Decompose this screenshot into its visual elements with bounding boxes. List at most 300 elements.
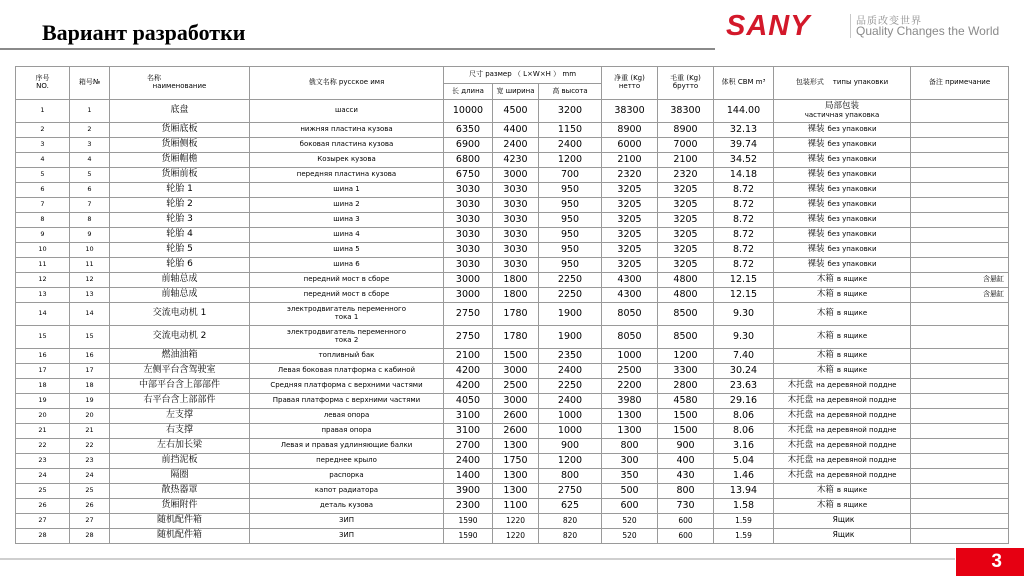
cell-gross: 1200 xyxy=(658,349,714,364)
cell-no: 25 xyxy=(16,484,70,499)
cell-packing xyxy=(774,364,911,379)
cell-width: 1800 xyxy=(493,273,539,288)
cell-width: 1780 xyxy=(493,326,539,349)
cell-no: 24 xyxy=(16,469,70,484)
cell-length: 4200 xyxy=(444,364,493,379)
cell-note xyxy=(911,529,1009,544)
cell-box-no: 15 xyxy=(70,326,110,349)
cell-cbm: 30.24 xyxy=(714,364,774,379)
cell-name-ru: передняя пластина кузова xyxy=(250,168,444,183)
cell-cbm: 8.72 xyxy=(714,258,774,273)
packing-ru: без упаковки xyxy=(827,125,877,134)
cell-width: 1220 xyxy=(493,529,539,544)
packing-cn: 裸装 xyxy=(807,124,825,135)
cell-width: 1300 xyxy=(493,484,539,499)
cell-box-no: 4 xyxy=(70,153,110,168)
cell-note xyxy=(911,514,1009,529)
cell-length: 3000 xyxy=(444,273,493,288)
cell-gross: 3205 xyxy=(658,183,714,198)
cell-gross: 3205 xyxy=(658,258,714,273)
cell-length: 3030 xyxy=(444,258,493,273)
cell-no: 16 xyxy=(16,349,70,364)
cell-no: 4 xyxy=(16,153,70,168)
cell-width: 2600 xyxy=(493,424,539,439)
cell-name-ru: левая опора xyxy=(250,409,444,424)
cell-name-ru: шина 4 xyxy=(250,228,444,243)
cell-net: 3205 xyxy=(602,183,658,198)
cell-name-cn: 货厢帽檐 xyxy=(110,153,250,168)
cell-note xyxy=(911,379,1009,394)
packing-ru: в ящике xyxy=(836,309,868,318)
packing-cn: 裸装 xyxy=(807,214,825,225)
cell-packing xyxy=(774,394,911,409)
packing-cn: 裸装 xyxy=(807,259,825,270)
cell-length: 2700 xyxy=(444,439,493,454)
cell-height: 1200 xyxy=(539,454,602,469)
cell-length: 3100 xyxy=(444,424,493,439)
cell-height: 1000 xyxy=(539,424,602,439)
cell-no: 10 xyxy=(16,243,70,258)
cell-name-cn: 货厢前板 xyxy=(110,168,250,183)
cell-cbm: 1.59 xyxy=(714,529,774,544)
cell-packing xyxy=(774,183,911,198)
cell-gross: 2100 xyxy=(658,153,714,168)
cell-packing xyxy=(774,138,911,153)
cell-gross: 8500 xyxy=(658,326,714,349)
cell-name-ru: Правая платформа с верхними частями xyxy=(250,394,444,409)
logo-separator xyxy=(850,14,851,38)
cell-packing xyxy=(774,499,911,514)
cell-no: 3 xyxy=(16,138,70,153)
cell-name-ru: шина 6 xyxy=(250,258,444,273)
table-row xyxy=(16,349,1009,364)
cell-height: 950 xyxy=(539,258,602,273)
cell-cbm: 3.16 xyxy=(714,439,774,454)
cell-box-no: 24 xyxy=(70,469,110,484)
cell-gross: 4800 xyxy=(658,273,714,288)
cell-cbm: 9.30 xyxy=(714,326,774,349)
cell-width: 2600 xyxy=(493,409,539,424)
cell-net: 1300 xyxy=(602,409,658,424)
cell-gross: 3205 xyxy=(658,198,714,213)
cell-name-ru: Левая и правая удлиняющие балки xyxy=(250,439,444,454)
table-row xyxy=(16,228,1009,243)
cell-name-ru: передний мост в сборе xyxy=(250,288,444,303)
cell-cbm: 8.72 xyxy=(714,183,774,198)
cell-net: 300 xyxy=(602,454,658,469)
cell-height: 950 xyxy=(539,213,602,228)
table-row xyxy=(16,288,1009,303)
packing-ru: без упаковки xyxy=(827,170,877,179)
cell-net: 4300 xyxy=(602,273,658,288)
packing-cn: 裸装 xyxy=(807,139,825,150)
cell-width: 1100 xyxy=(493,499,539,514)
cell-length: 6350 xyxy=(444,123,493,138)
cell-length: 10000 xyxy=(444,100,493,123)
cell-length: 3030 xyxy=(444,183,493,198)
cell-length: 3030 xyxy=(444,243,493,258)
cell-gross: 3205 xyxy=(658,243,714,258)
cell-packing xyxy=(774,213,911,228)
footer xyxy=(0,548,1024,576)
logo-slogan-en: Quality Changes the World xyxy=(856,24,1000,38)
cell-packing xyxy=(774,439,911,454)
cell-name-ru: топливный бак xyxy=(250,349,444,364)
cell-gross: 8900 xyxy=(658,123,714,138)
cell-net: 3205 xyxy=(602,228,658,243)
table-row xyxy=(16,409,1009,424)
table-row xyxy=(16,364,1009,379)
cell-height: 950 xyxy=(539,243,602,258)
cell-cbm: 8.72 xyxy=(714,198,774,213)
cell-width: 2500 xyxy=(493,379,539,394)
cell-name-ru: передний мост в сборе xyxy=(250,273,444,288)
cell-name-cn: 前挡泥板 xyxy=(110,454,250,469)
cell-note xyxy=(911,100,1009,123)
cell-box-no: 28 xyxy=(70,529,110,544)
cell-name-cn: 左右加长梁 xyxy=(110,439,250,454)
cell-net: 800 xyxy=(602,439,658,454)
packing-ru: на деревяной поддне xyxy=(816,381,897,390)
cell-name-cn: 货厢侧板 xyxy=(110,138,250,153)
cell-height: 2250 xyxy=(539,273,602,288)
cell-no: 7 xyxy=(16,198,70,213)
cell-width: 1500 xyxy=(493,349,539,364)
header-name: 名称 наименование xyxy=(110,67,250,100)
cell-name-cn: 轮胎 3 xyxy=(110,213,250,228)
cell-name-cn: 右支撑 xyxy=(110,424,250,439)
packing-ru: Ящик xyxy=(832,515,855,525)
cell-gross: 7000 xyxy=(658,138,714,153)
cell-name-cn: 前轴总成 xyxy=(110,273,250,288)
header-volume: 体积 CBM m³ xyxy=(714,67,774,100)
cell-no: 13 xyxy=(16,288,70,303)
header-length: 长 длина xyxy=(444,84,493,100)
table-row xyxy=(16,183,1009,198)
cell-name-ru: правая опора xyxy=(250,424,444,439)
cell-name-cn: 中部平台含上部部件 xyxy=(110,379,250,394)
cell-net: 2500 xyxy=(602,364,658,379)
cell-net: 3205 xyxy=(602,198,658,213)
cell-name-cn: 货厢附件 xyxy=(110,499,250,514)
cell-name-ru: ЗИП xyxy=(250,529,444,544)
page-title: Вариант разработки xyxy=(42,20,246,45)
header-box-no: 箱号№ xyxy=(70,67,110,100)
cell-note xyxy=(911,123,1009,138)
cell-note xyxy=(911,326,1009,349)
table-row xyxy=(16,243,1009,258)
cell-packing xyxy=(774,258,911,273)
packing-ru: в ящике xyxy=(836,351,868,360)
logo-brand: SANY xyxy=(726,10,811,42)
header-net: 净重 (Kg) нетто xyxy=(602,67,658,100)
cell-length: 4050 xyxy=(444,394,493,409)
cell-box-no: 16 xyxy=(70,349,110,364)
cell-width: 1300 xyxy=(493,469,539,484)
cell-note xyxy=(911,228,1009,243)
cell-width: 2400 xyxy=(493,138,539,153)
packing-ru: на деревяной поддне xyxy=(816,471,897,480)
table-row xyxy=(16,303,1009,326)
cell-name-cn: 轮胎 6 xyxy=(110,258,250,273)
cell-packing xyxy=(774,198,911,213)
cell-height: 625 xyxy=(539,499,602,514)
cell-width: 3000 xyxy=(493,364,539,379)
packing-cn: 木箱 xyxy=(816,331,834,342)
cell-note xyxy=(911,198,1009,213)
table-row xyxy=(16,499,1009,514)
cell-box-no: 9 xyxy=(70,228,110,243)
cell-box-no: 13 xyxy=(70,288,110,303)
cell-name-cn: 底盘 xyxy=(110,100,250,123)
cell-cbm: 9.30 xyxy=(714,303,774,326)
cell-net: 6000 xyxy=(602,138,658,153)
cell-gross: 3205 xyxy=(658,228,714,243)
cell-name-ru: шина 1 xyxy=(250,183,444,198)
cell-height: 700 xyxy=(539,168,602,183)
cell-cbm: 14.18 xyxy=(714,168,774,183)
packing-cn: 木箱 xyxy=(816,308,834,319)
cell-height: 1200 xyxy=(539,153,602,168)
packing-cn: 木托盘 xyxy=(787,470,814,481)
cell-width: 4500 xyxy=(493,100,539,123)
cell-height: 820 xyxy=(539,514,602,529)
cell-gross: 3205 xyxy=(658,213,714,228)
cell-height: 2750 xyxy=(539,484,602,499)
cell-no: 1 xyxy=(16,100,70,123)
cell-note xyxy=(911,258,1009,273)
packing-cn: 裸装 xyxy=(807,184,825,195)
header-size: 尺寸 размер （ L×W×H ） mm xyxy=(444,67,602,84)
cell-name-ru: шина 2 xyxy=(250,198,444,213)
packing-ru: в ящике xyxy=(836,501,868,510)
table-row xyxy=(16,138,1009,153)
cell-note: 含悬缸 xyxy=(911,288,1009,303)
cell-net: 520 xyxy=(602,529,658,544)
cell-box-no: 7 xyxy=(70,198,110,213)
cell-packing xyxy=(774,326,911,349)
header-note: 备注 примечание xyxy=(911,67,1009,100)
packing-cn: 木托盘 xyxy=(787,440,814,451)
cell-gross: 1500 xyxy=(658,409,714,424)
table-row xyxy=(16,153,1009,168)
cell-packing xyxy=(774,514,911,529)
cell-net: 2320 xyxy=(602,168,658,183)
table-row xyxy=(16,439,1009,454)
cell-length: 3030 xyxy=(444,228,493,243)
cell-note xyxy=(911,424,1009,439)
cell-net: 1300 xyxy=(602,424,658,439)
packing-cn: 木箱 xyxy=(816,350,834,361)
packing-cn: 木箱 xyxy=(816,485,834,496)
cell-box-no: 21 xyxy=(70,424,110,439)
table-row xyxy=(16,529,1009,544)
logo-slogan-cn: 品质改变世界 xyxy=(856,16,922,27)
cell-no: 17 xyxy=(16,364,70,379)
cell-box-no: 22 xyxy=(70,439,110,454)
cell-cbm: 8.72 xyxy=(714,213,774,228)
cell-cbm: 39.74 xyxy=(714,138,774,153)
cell-net: 8050 xyxy=(602,303,658,326)
cell-name-ru: шина 5 xyxy=(250,243,444,258)
cell-no: 6 xyxy=(16,183,70,198)
cell-name-cn: 燃油油箱 xyxy=(110,349,250,364)
cell-height: 1900 xyxy=(539,303,602,326)
cell-cbm: 13.94 xyxy=(714,484,774,499)
cell-packing xyxy=(774,168,911,183)
cell-box-no: 19 xyxy=(70,394,110,409)
cell-no: 27 xyxy=(16,514,70,529)
cell-height: 2250 xyxy=(539,288,602,303)
cell-length: 2300 xyxy=(444,499,493,514)
cell-name-cn: 轮胎 2 xyxy=(110,198,250,213)
packing-ru: на деревяной поддне xyxy=(816,396,897,405)
cell-net: 3980 xyxy=(602,394,658,409)
cell-length: 1590 xyxy=(444,529,493,544)
cell-packing xyxy=(774,454,911,469)
cell-length: 6900 xyxy=(444,138,493,153)
cell-cbm: 34.52 xyxy=(714,153,774,168)
cell-box-no: 25 xyxy=(70,484,110,499)
cell-packing xyxy=(774,243,911,258)
cell-cbm: 12.15 xyxy=(714,273,774,288)
sany-logo xyxy=(722,10,1012,44)
cell-gross: 900 xyxy=(658,439,714,454)
cell-height: 1900 xyxy=(539,326,602,349)
cell-no: 18 xyxy=(16,379,70,394)
packing-cn: 裸装 xyxy=(807,154,825,165)
cell-name-ru: Козырек кузова xyxy=(250,153,444,168)
cell-name-ru: шина 3 xyxy=(250,213,444,228)
cell-no: 20 xyxy=(16,409,70,424)
footer-rule xyxy=(0,558,955,560)
cell-gross: 600 xyxy=(658,529,714,544)
cell-net: 8900 xyxy=(602,123,658,138)
cell-net: 3205 xyxy=(602,258,658,273)
cell-width: 3030 xyxy=(493,198,539,213)
cell-packing xyxy=(774,100,911,123)
cell-length: 1400 xyxy=(444,469,493,484)
cell-box-no: 26 xyxy=(70,499,110,514)
packing-cn: 木托盘 xyxy=(787,380,814,391)
packing-ru: без упаковки xyxy=(827,230,877,239)
cell-gross: 430 xyxy=(658,469,714,484)
cell-cbm: 1.59 xyxy=(714,514,774,529)
title-rule xyxy=(0,48,715,50)
packing-ru: в ящике xyxy=(836,275,868,284)
cell-net: 3205 xyxy=(602,213,658,228)
packing-ru: на деревяной поддне xyxy=(816,456,897,465)
cell-name-ru: переднее крыло xyxy=(250,454,444,469)
packing-ru: частичная упаковка xyxy=(804,110,880,119)
cell-height: 950 xyxy=(539,198,602,213)
cell-note xyxy=(911,168,1009,183)
cell-width: 3030 xyxy=(493,258,539,273)
cell-net: 3205 xyxy=(602,243,658,258)
cell-packing xyxy=(774,349,911,364)
cell-height: 3200 xyxy=(539,100,602,123)
cell-net: 2100 xyxy=(602,153,658,168)
cell-name-cn: 轮胎 4 xyxy=(110,228,250,243)
packing-ru: на деревяной поддне xyxy=(816,441,897,450)
cell-box-no: 6 xyxy=(70,183,110,198)
cell-net: 500 xyxy=(602,484,658,499)
cell-note xyxy=(911,243,1009,258)
cell-packing xyxy=(774,379,911,394)
cell-cbm: 1.46 xyxy=(714,469,774,484)
cell-note xyxy=(911,394,1009,409)
cell-length: 3030 xyxy=(444,213,493,228)
cell-height: 1150 xyxy=(539,123,602,138)
header-no: 序号 NO. xyxy=(16,67,70,100)
cell-box-no: 3 xyxy=(70,138,110,153)
table-row xyxy=(16,273,1009,288)
cell-box-no: 18 xyxy=(70,379,110,394)
packing-ru: без упаковки xyxy=(827,140,877,149)
packing-cn: 裸装 xyxy=(807,169,825,180)
table-row xyxy=(16,469,1009,484)
cell-name-ru: деталь кузова xyxy=(250,499,444,514)
cell-height: 950 xyxy=(539,228,602,243)
cell-name-ru: электродвигатель переменного тока 1 xyxy=(250,303,444,326)
page-number-badge: 3 xyxy=(956,548,1024,576)
cell-length: 2400 xyxy=(444,454,493,469)
cell-length: 6750 xyxy=(444,168,493,183)
cell-note xyxy=(911,153,1009,168)
packing-cn: 木箱 xyxy=(816,289,834,300)
packing-ru: в ящике xyxy=(836,332,868,341)
cell-note xyxy=(911,364,1009,379)
cell-height: 2400 xyxy=(539,394,602,409)
cell-length: 3100 xyxy=(444,409,493,424)
packing-cn: 木箱 xyxy=(816,500,834,511)
cell-cbm: 8.06 xyxy=(714,409,774,424)
packing-cn: 木托盘 xyxy=(787,455,814,466)
cell-name-cn: 隔圈 xyxy=(110,469,250,484)
cell-cbm: 23.63 xyxy=(714,379,774,394)
cell-gross: 800 xyxy=(658,484,714,499)
cell-no: 11 xyxy=(16,258,70,273)
packing-ru: в ящике xyxy=(836,486,868,495)
cell-no: 21 xyxy=(16,424,70,439)
cell-packing xyxy=(774,288,911,303)
table-row xyxy=(16,326,1009,349)
cell-note xyxy=(911,499,1009,514)
cell-no: 22 xyxy=(16,439,70,454)
cell-net: 4300 xyxy=(602,288,658,303)
cell-width: 4400 xyxy=(493,123,539,138)
cell-box-no: 5 xyxy=(70,168,110,183)
cell-note xyxy=(911,454,1009,469)
packing-cn: 裸装 xyxy=(807,244,825,255)
cell-gross: 2320 xyxy=(658,168,714,183)
cell-length: 6800 xyxy=(444,153,493,168)
cell-packing xyxy=(774,228,911,243)
cell-cbm: 8.72 xyxy=(714,243,774,258)
cell-name-cn: 货厢底板 xyxy=(110,123,250,138)
cell-no: 23 xyxy=(16,454,70,469)
cell-no: 28 xyxy=(16,529,70,544)
cell-length: 2750 xyxy=(444,326,493,349)
cell-note xyxy=(911,349,1009,364)
cell-note xyxy=(911,303,1009,326)
cell-box-no: 23 xyxy=(70,454,110,469)
cell-height: 2400 xyxy=(539,138,602,153)
table-row xyxy=(16,198,1009,213)
cell-box-no: 20 xyxy=(70,409,110,424)
packing-cn: 木托盘 xyxy=(787,410,814,421)
cell-packing xyxy=(774,409,911,424)
